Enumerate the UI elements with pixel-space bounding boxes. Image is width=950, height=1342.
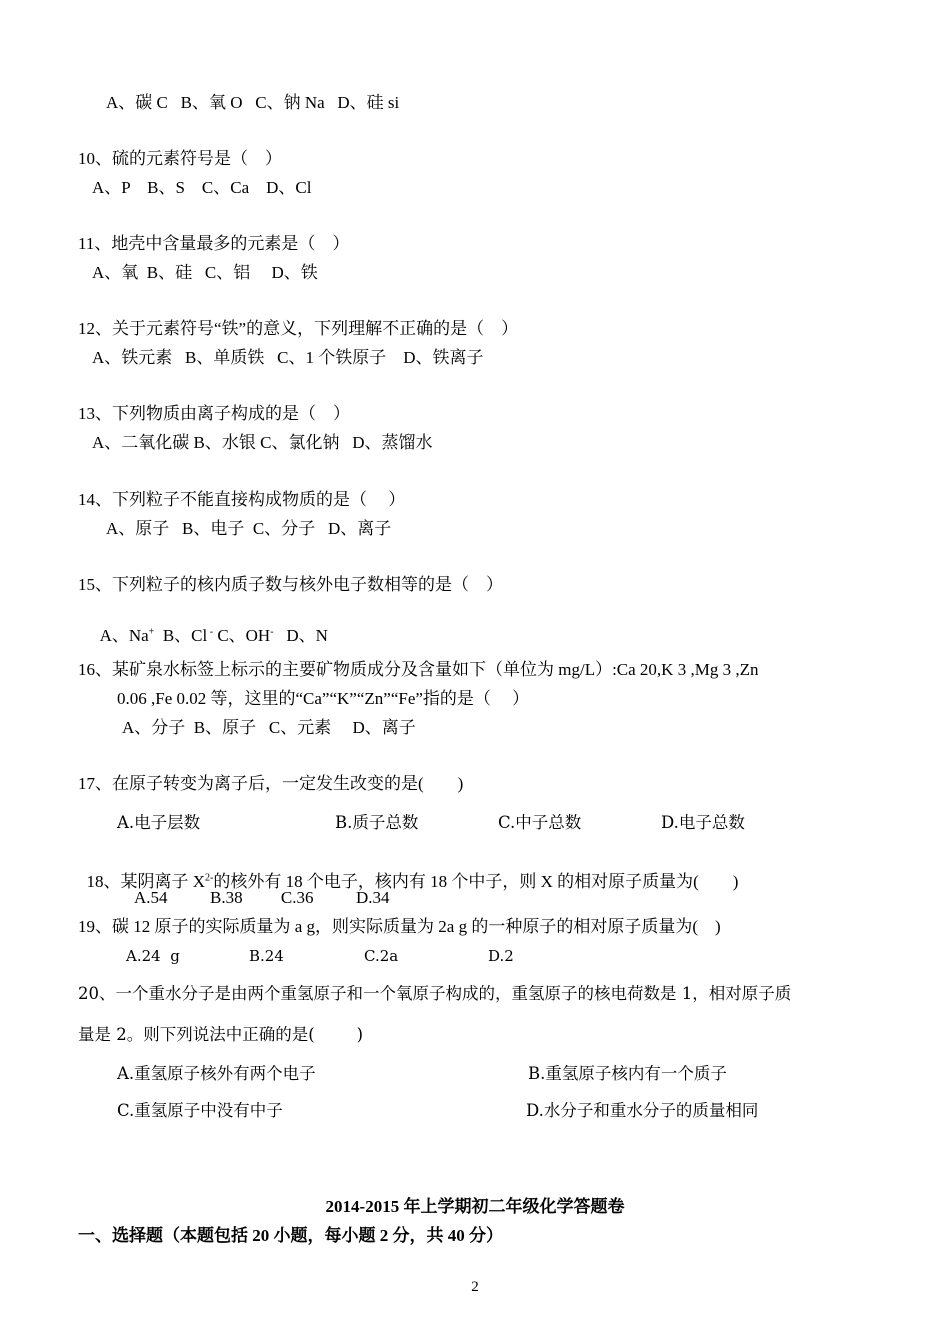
q20-stem-line-1: 20、一个重水分子是由两个重氢原子和一个氧原子构成的，重氢原子的核电荷数是 1，相对原子质 — [78, 984, 792, 1003]
q11-stem: 11、地壳中含量最多的元素是（ ） — [78, 234, 350, 253]
q17-option-b: B.质子总数 — [335, 813, 419, 832]
q18-options: A.54 B.38 C.36 D.34 — [134, 888, 390, 907]
q15-option-a-charge: + — [148, 626, 155, 638]
q14-stem: 14、下列粒子不能直接构成物质的是（ ） — [78, 490, 406, 509]
q15-option-b: B、Cl — [154, 626, 208, 645]
q20-stem-line-2: 量是 2。则下列说法中正确的是( ) — [78, 1025, 364, 1044]
q17-option-c: C.中子总数 — [498, 813, 582, 832]
q11-options: A、氧 B、硅 C、铝 D、铁 — [92, 263, 318, 282]
page-number: 2 — [471, 1279, 479, 1295]
q15-option-c-charge: - — [270, 626, 274, 638]
q19-option-d: D.2 — [488, 947, 514, 965]
q17-option-a: A.电子层数 — [117, 813, 201, 832]
q16-options: A、分子 B、原子 C、元素 D、离子 — [122, 718, 416, 737]
q10-options: A、P B、S C、Ca D、Cl — [92, 178, 312, 197]
q15-option-d: D、N — [273, 626, 328, 645]
q16-stem-line-2: 0.06 ,Fe 0.02 等，这里的“Ca”“K”“Zn”“Fe”指的是（ ） — [117, 689, 530, 708]
q14-options: A、原子 B、电子 C、分子 D、离子 — [106, 519, 392, 538]
section-one-heading: 一、选择题（本题包括 20 小题，每小题 2 分，共 40 分） — [78, 1226, 503, 1245]
q18-ion-charge: 2- — [205, 872, 214, 884]
answer-sheet-title: 2014-2015 年上学期初二年级化学答题卷 — [325, 1197, 625, 1216]
q19-option-a: A.24 g — [126, 947, 180, 965]
q12-options: A、铁元素 B、单质铁 C、1 个铁原子 D、铁离子 — [92, 348, 484, 367]
q18-stem-post: 的核外有 18 个电子，核内有 18 个中子，则 X 的相对原子质量为( ) — [213, 872, 739, 891]
q15-stem: 15、下列粒子的核内质子数与核外电子数相等的是（ ） — [78, 575, 503, 594]
q15-options — [92, 603, 328, 647]
q17-stem: 17、在原子转变为离子后，一定发生改变的是( ) — [78, 774, 464, 793]
q19-option-c: C.2a — [364, 947, 399, 965]
q19-option-b: B.24 — [249, 947, 284, 965]
q16-stem-line-1: 16、某矿泉水标签上标示的主要矿物质成分及含量如下（单位为 mg/L）:Ca 20,K 3 ,Mg 3 ,Zn — [78, 660, 759, 679]
q15-option-a: A、Na — [99, 626, 149, 645]
q15-option-b-charge: - — [207, 626, 214, 638]
q13-stem: 13、下列物质由离子构成的是（ ） — [78, 404, 350, 423]
q18-stem-pre: 18、某阴离子 X — [86, 872, 206, 891]
q20-option-a: A.重氢原子核外有两个电子 — [117, 1064, 316, 1083]
q9-options: A、碳 C B、氧 O C、钠 Na D、硅 si — [106, 93, 400, 112]
q20-option-d: D.水分子和重水分子的质量相同 — [526, 1101, 759, 1120]
q19-stem: 19、碳 12 原子的实际质量为 a g，则实际质量为 2a g 的一种原子的相对原子质量为( ) — [78, 917, 721, 936]
q17-option-d: D.电子总数 — [661, 813, 745, 832]
q13-options: A、二氧化碳 B、水银 C、氯化钠 D、蒸馏水 — [92, 433, 433, 452]
q10-stem: 10、硫的元素符号是（ ） — [78, 149, 282, 168]
q15-option-c: C、OH — [213, 626, 271, 645]
q20-option-c: C.重氢原子中没有中子 — [117, 1101, 283, 1120]
q12-stem: 12、关于元素符号“铁”的意义，下列理解不正确的是（ ） — [78, 319, 519, 338]
q20-option-b: B.重氢原子核内有一个质子 — [528, 1064, 727, 1083]
